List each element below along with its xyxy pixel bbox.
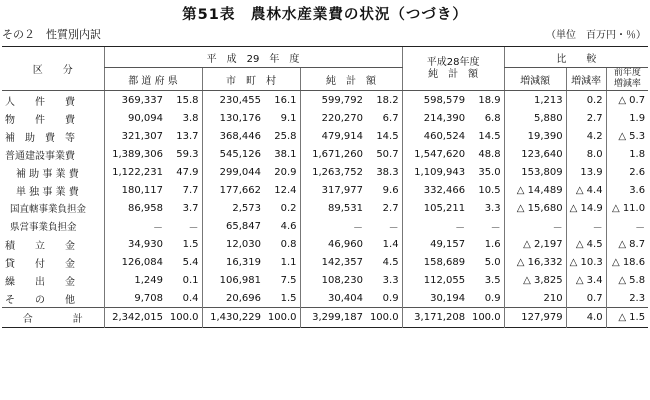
cell-pref-pct: 7.7 <box>182 184 199 196</box>
cell-prev: 158,689 <box>402 253 468 271</box>
cell-muni: 545,126 <box>202 145 264 163</box>
cell-pref-pct: 0.1 <box>182 274 199 286</box>
cell-pref: 2,342,015 <box>104 308 166 328</box>
data-table <box>2 46 648 328</box>
cell-net-pct: 0.9 <box>382 292 399 304</box>
cell-net: 599,792 <box>300 91 366 110</box>
cell-rate: △ 14.9 <box>566 199 606 217</box>
header-change-rate: 増減率 <box>566 68 606 91</box>
cell-net: 1,263,752 <box>300 163 366 181</box>
cell-prev-pct: 14.5 <box>478 130 501 142</box>
cell-prev-pct: 10.5 <box>478 184 501 196</box>
cell-muni-pct: 1.5 <box>280 292 297 304</box>
row-label: 積 立 金 <box>5 240 75 252</box>
cell-net: 142,357 <box>300 253 366 271</box>
cell-chg: 19,390 <box>504 127 566 145</box>
cell-chg: △ 3,825 <box>504 271 566 289</box>
cell-prev-pct: 1.6 <box>484 238 501 250</box>
cell-pref: 1,122,231 <box>104 163 166 181</box>
cell-rate: 8.0 <box>566 145 606 163</box>
header-municipal: 市 町 村 <box>202 68 300 91</box>
cell-chg: △ 2,197 <box>504 235 566 253</box>
header-prev-rate <box>606 68 648 91</box>
cell-prev: 598,579 <box>402 91 468 110</box>
cell-prev: 49,157 <box>402 235 468 253</box>
cell-prev-rate: 1.9 <box>606 109 648 127</box>
header-fy28 <box>402 47 504 91</box>
cell-prev: 1,547,620 <box>402 145 468 163</box>
cell-rate: 13.9 <box>566 163 606 181</box>
cell-net: 479,914 <box>300 127 366 145</box>
cell-muni: 177,662 <box>202 181 264 199</box>
cell-muni: 299,044 <box>202 163 264 181</box>
cell-rate: 0.7 <box>566 289 606 308</box>
cell-prev-pct: 18.9 <box>478 94 501 106</box>
row-label: 県営事業負担金 <box>10 222 77 233</box>
cell-muni: 368,446 <box>202 127 264 145</box>
cell-chg: 5,880 <box>504 109 566 127</box>
cell-pref: 1,249 <box>104 271 166 289</box>
cell-prev-rate: △ 5.8 <box>606 271 648 289</box>
table-body <box>2 91 648 328</box>
header-fy28-line1: 平成28年度 <box>426 56 480 68</box>
cell-pref-pct: － <box>188 222 199 234</box>
cell-rate: 2.7 <box>566 109 606 127</box>
row-label: そ の 他 <box>5 294 75 306</box>
cell-muni-pct: 12.4 <box>274 184 297 196</box>
cell-prev-rate: 2.3 <box>606 289 648 308</box>
cell-rate: △ 4.4 <box>566 181 606 199</box>
cell-muni: 2,573 <box>202 199 264 217</box>
cell-muni-pct: 4.6 <box>280 220 297 232</box>
cell-prev-rate: 2.6 <box>606 163 648 181</box>
table-row <box>2 217 648 235</box>
cell-chg: 210 <box>504 289 566 308</box>
table-row <box>2 271 648 289</box>
cell-net: 30,404 <box>300 289 366 308</box>
cell-pref: 90,094 <box>104 109 166 127</box>
cell-prev-pct: 5.0 <box>484 256 501 268</box>
cell-pref-pct: 100.0 <box>166 308 202 328</box>
cell-pref-pct: 5.4 <box>182 256 199 268</box>
cell-prev-rate: 3.6 <box>606 181 648 199</box>
cell-rate: 4.0 <box>566 308 606 328</box>
cell-net-pct: 38.3 <box>376 166 399 178</box>
cell-prev-pct: 0.9 <box>484 292 501 304</box>
cell-net-pct: 14.5 <box>376 130 399 142</box>
cell-net-pct: － <box>388 222 399 234</box>
cell-chg: 123,640 <box>504 145 566 163</box>
cell-net-pct: 9.6 <box>382 184 399 196</box>
cell-net: 317,977 <box>300 181 366 199</box>
cell-net-pct: 100.0 <box>366 308 402 328</box>
cell-muni-pct: 16.1 <box>274 94 297 106</box>
row-label: 繰 出 金 <box>5 276 75 288</box>
cell-pref-pct: 3.8 <box>182 112 199 124</box>
table-row <box>2 91 648 110</box>
cell-muni-pct: 0.8 <box>280 238 297 250</box>
row-label: 普通建設事業費 <box>5 150 75 162</box>
cell-prev-rate: △ 5.3 <box>606 127 648 145</box>
cell-net-pct: 2.7 <box>382 202 399 214</box>
cell-pref: 369,337 <box>104 91 166 110</box>
cell-pref-pct: 1.5 <box>182 238 199 250</box>
table-row <box>2 145 648 163</box>
header-prefecture: 都 道 府 県 <box>104 68 202 91</box>
cell-rate: △ 10.3 <box>566 253 606 271</box>
header-fy29: 平 成 29 年 度 <box>104 47 402 68</box>
cell-net: 220,270 <box>300 109 366 127</box>
cell-pref-pct: 47.9 <box>176 166 199 178</box>
row-label: 補 助 事 業 費 <box>16 168 79 180</box>
cell-pref-pct: 13.7 <box>176 130 199 142</box>
cell-prev: 214,390 <box>402 109 468 127</box>
table-row <box>2 289 648 308</box>
cell-prev-pct: 100.0 <box>468 308 504 328</box>
cell-muni: 1,430,229 <box>202 308 264 328</box>
header-change-amount: 増減額 <box>504 68 566 91</box>
row-label: 貸 付 金 <box>5 258 75 270</box>
cell-rate: 0.2 <box>566 91 606 110</box>
cell-muni-pct: 38.1 <box>274 148 297 160</box>
header-comparison: 比 較 <box>504 47 648 68</box>
cell-muni: 130,176 <box>202 109 264 127</box>
cell-muni: 12,030 <box>202 235 264 253</box>
cell-pref: 34,930 <box>104 235 166 253</box>
cell-pref-pct: 0.4 <box>182 292 199 304</box>
cell-pref: － <box>104 217 166 235</box>
cell-pref: 321,307 <box>104 127 166 145</box>
cell-net-pct: 4.5 <box>382 256 399 268</box>
cell-pref: 9,708 <box>104 289 166 308</box>
cell-prev: 105,211 <box>402 199 468 217</box>
table-row <box>2 109 648 127</box>
cell-muni-pct: 1.1 <box>280 256 297 268</box>
cell-muni-pct: 100.0 <box>264 308 300 328</box>
row-label: 単 独 事 業 費 <box>16 186 79 198</box>
cell-muni: 16,319 <box>202 253 264 271</box>
table-title: 第51表 農林水産業費の状況（つづき） <box>182 7 468 23</box>
cell-prev-pct: 3.5 <box>484 274 501 286</box>
cell-net: 108,230 <box>300 271 366 289</box>
header-fy28-line2: 純 計 額 <box>428 68 479 80</box>
table-row <box>2 199 648 217</box>
cell-chg: 1,213 <box>504 91 566 110</box>
cell-prev-pct: － <box>490 222 501 234</box>
table-row <box>2 127 648 145</box>
cell-chg: － <box>504 217 566 235</box>
cell-net: － <box>300 217 366 235</box>
cell-prev-rate: △ 18.6 <box>606 253 648 271</box>
cell-net-pct: 6.7 <box>382 112 399 124</box>
cell-prev-pct: 35.0 <box>478 166 501 178</box>
cell-muni: 20,696 <box>202 289 264 308</box>
cell-net: 46,960 <box>300 235 366 253</box>
cell-rate: － <box>566 217 606 235</box>
cell-muni-pct: 7.5 <box>280 274 297 286</box>
cell-pref-pct: 59.3 <box>176 148 199 160</box>
cell-prev-pct: 3.3 <box>484 202 501 214</box>
cell-net-pct: 1.4 <box>382 238 399 250</box>
cell-prev: 1,109,943 <box>402 163 468 181</box>
table-subtitle: その２ 性質別内訳 <box>2 28 101 41</box>
row-label: 補 助 費 等 <box>5 132 75 144</box>
table-row <box>2 253 648 271</box>
cell-prev-rate: △ 11.0 <box>606 199 648 217</box>
table-row <box>2 163 648 181</box>
cell-prev: 30,194 <box>402 289 468 308</box>
header-prev-rate-line2: 増減率 <box>613 79 641 89</box>
cell-pref-pct: 15.8 <box>176 94 199 106</box>
cell-net: 3,299,187 <box>300 308 366 328</box>
cell-net-pct: 18.2 <box>376 94 399 106</box>
row-label: 国直轄事業負担金 <box>10 204 87 215</box>
cell-muni-pct: 0.2 <box>280 202 297 214</box>
header-category: 区 分 <box>2 47 104 91</box>
cell-prev-rate: － <box>606 217 648 235</box>
cell-chg: 153,809 <box>504 163 566 181</box>
cell-rate: △ 4.5 <box>566 235 606 253</box>
cell-muni-pct: 25.8 <box>274 130 297 142</box>
cell-net-pct: 3.3 <box>382 274 399 286</box>
row-label: 物 件 費 <box>5 114 75 126</box>
unit-note: （単位 百万円・％） <box>546 30 646 41</box>
cell-chg: △ 14,489 <box>504 181 566 199</box>
header-net-total: 純 計 額 <box>300 68 402 91</box>
table-row <box>2 235 648 253</box>
cell-muni: 106,981 <box>202 271 264 289</box>
cell-prev: 460,524 <box>402 127 468 145</box>
cell-muni: 230,455 <box>202 91 264 110</box>
row-label: 合 計 <box>2 308 104 328</box>
cell-prev-pct: 6.8 <box>484 112 501 124</box>
cell-prev-rate: △ 1.5 <box>606 308 648 328</box>
cell-muni: 65,847 <box>202 217 264 235</box>
cell-prev: 112,055 <box>402 271 468 289</box>
cell-chg: △ 16,332 <box>504 253 566 271</box>
row-label: 人 件 費 <box>5 96 75 108</box>
total-row <box>2 308 648 328</box>
cell-prev-rate: △ 8.7 <box>606 235 648 253</box>
cell-prev: － <box>402 217 468 235</box>
cell-rate: 4.2 <box>566 127 606 145</box>
cell-muni-pct: 9.1 <box>280 112 297 124</box>
cell-net: 1,671,260 <box>300 145 366 163</box>
cell-prev-rate: △ 0.7 <box>606 91 648 110</box>
cell-rate: △ 3.4 <box>566 271 606 289</box>
header-prev-rate-line1: 前年度 <box>613 68 641 78</box>
cell-chg: △ 15,680 <box>504 199 566 217</box>
cell-pref: 180,117 <box>104 181 166 199</box>
cell-muni-pct: 20.9 <box>274 166 297 178</box>
table-row <box>2 181 648 199</box>
cell-pref: 86,958 <box>104 199 166 217</box>
cell-net-pct: 50.7 <box>376 148 399 160</box>
cell-pref: 1,389,306 <box>104 145 166 163</box>
cell-prev-rate: 1.8 <box>606 145 648 163</box>
cell-chg: 127,979 <box>504 308 566 328</box>
cell-prev: 332,466 <box>402 181 468 199</box>
cell-prev-pct: 48.8 <box>478 148 501 160</box>
cell-pref: 126,084 <box>104 253 166 271</box>
cell-prev: 3,171,208 <box>402 308 468 328</box>
cell-pref-pct: 3.7 <box>182 202 199 214</box>
cell-net: 89,531 <box>300 199 366 217</box>
